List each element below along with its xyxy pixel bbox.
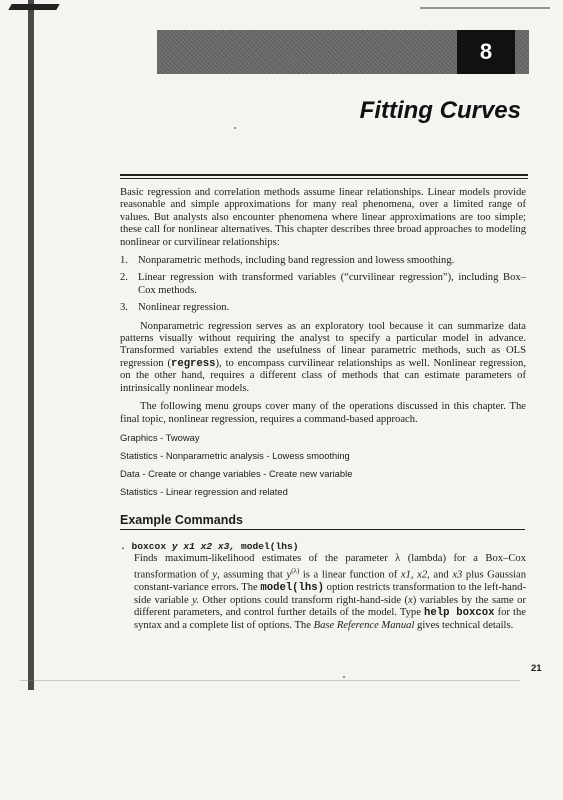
model-lhs-code: model(lhs) (260, 582, 324, 595)
menu-path: Statistics - Linear regression and related (120, 485, 288, 497)
menu-intro-paragraph: The following menu groups cover many of the operations discussed in this chapter. The final topic, nonlinear regression, requires a command-based approach. (120, 401, 526, 425)
desc-text: ) variables by the same or different parameters, and control further details of the model. Type (134, 594, 527, 619)
desc-text: plus Gaussian constant-variance errors. The (134, 569, 527, 594)
help-boxcox-code: help boxcox (424, 607, 495, 620)
list-text: Nonlinear regression. (138, 302, 230, 314)
manual-title: Base Reference Manual (313, 619, 415, 631)
chapter-banner (157, 30, 529, 74)
regress-code: regress (170, 357, 216, 370)
example-command (120, 541, 299, 552)
page-number: 21 (531, 663, 542, 674)
para2-text-a: Nonparametric regression serves as an exploratory tool because it can summarize data patterns visually without requiring the analyst to specify a particular model in advance. Transformed variables extend the usefulness of linear parametric methods, such as OLS regression ( (120, 320, 526, 369)
section-heading: Example Commands (120, 513, 243, 527)
lambda-superscript: (λ) (291, 567, 300, 576)
desc-text: for the syntax and a complete list of options. The (134, 607, 526, 631)
chapter-number: 8 (457, 30, 515, 74)
list-item (120, 302, 526, 314)
para2-text-b: ), to encompass curvilinear relationships as well. Nonlinear regression, on the other hand, requires a different class of methods that can estimate parameters of intrinsically nonlinear models. (120, 357, 526, 394)
command-args: y x1 x2 x3, (171, 541, 236, 552)
binding-shadow (28, 0, 34, 690)
command-description (134, 553, 526, 632)
list-text: Linear regression with transformed variables (“curvilinear regression”), including Box–Cox methods. (138, 272, 526, 296)
var-y-lambda: y (286, 569, 292, 581)
command-prompt: . (120, 541, 126, 552)
nonparametric-paragraph (120, 321, 526, 395)
list-number: 1. (120, 255, 128, 267)
title-rule-thin (120, 178, 528, 179)
command-option: model(lhs) (240, 541, 299, 552)
desc-text: Other options could transform right-hand-side ( (202, 594, 409, 606)
scan-speck (234, 127, 236, 129)
menu-path: Statistics - Nonparametric analysis - Lowess smoothing (120, 449, 350, 461)
scan-artifact-rule (420, 7, 550, 9)
desc-text: gives technical details. (417, 619, 514, 631)
scan-artifact (8, 4, 59, 10)
list-item (120, 255, 526, 267)
menu-path: Graphics - Twoway (120, 431, 200, 443)
command-name: boxcox (131, 541, 167, 552)
scan-artifact-rule (20, 680, 520, 681)
var-y: y. (192, 594, 199, 606)
scan-speck (343, 676, 345, 678)
intro-paragraph: Basic regression and correlation methods assume linear relationships. Linear models provide reasonable and simple approximations for many real phenomena, over a limited range of values. But analysts also encounter phenomena where linear approximations are too simple; these call for nonlinear alternatives. This chapter describes three broad approaches to modeling nonlinear or curvilinear relationships: (120, 187, 526, 248)
var-x: x (408, 594, 413, 606)
list-number: 3. (120, 302, 128, 314)
desc-text: , assuming that (217, 569, 283, 581)
chapter-title: Fitting Curves (359, 97, 521, 124)
desc-text: is a linear function of (302, 569, 398, 581)
approaches-list (120, 255, 526, 315)
menu-path: Data - Create or change variables - Create new variable (120, 467, 353, 479)
desc-text: option restricts transformation to the left-hand-side variable (134, 582, 526, 606)
body-text (120, 187, 526, 504)
title-rule (120, 174, 528, 176)
var-y: y (212, 569, 218, 581)
list-number: 2. (120, 272, 128, 284)
desc-text: Finds maximum-likelihood estimates of the parameter λ (lambda) for a Box–Cox transformation of (134, 553, 526, 581)
list-item (120, 272, 526, 297)
list-text: Nonparametric methods, including band regression and lowess smoothing. (138, 255, 455, 267)
desc-text: and (433, 569, 449, 581)
var-x3: x3 (452, 569, 463, 581)
var-list: x1, x2, (400, 569, 430, 581)
section-rule (120, 529, 525, 530)
